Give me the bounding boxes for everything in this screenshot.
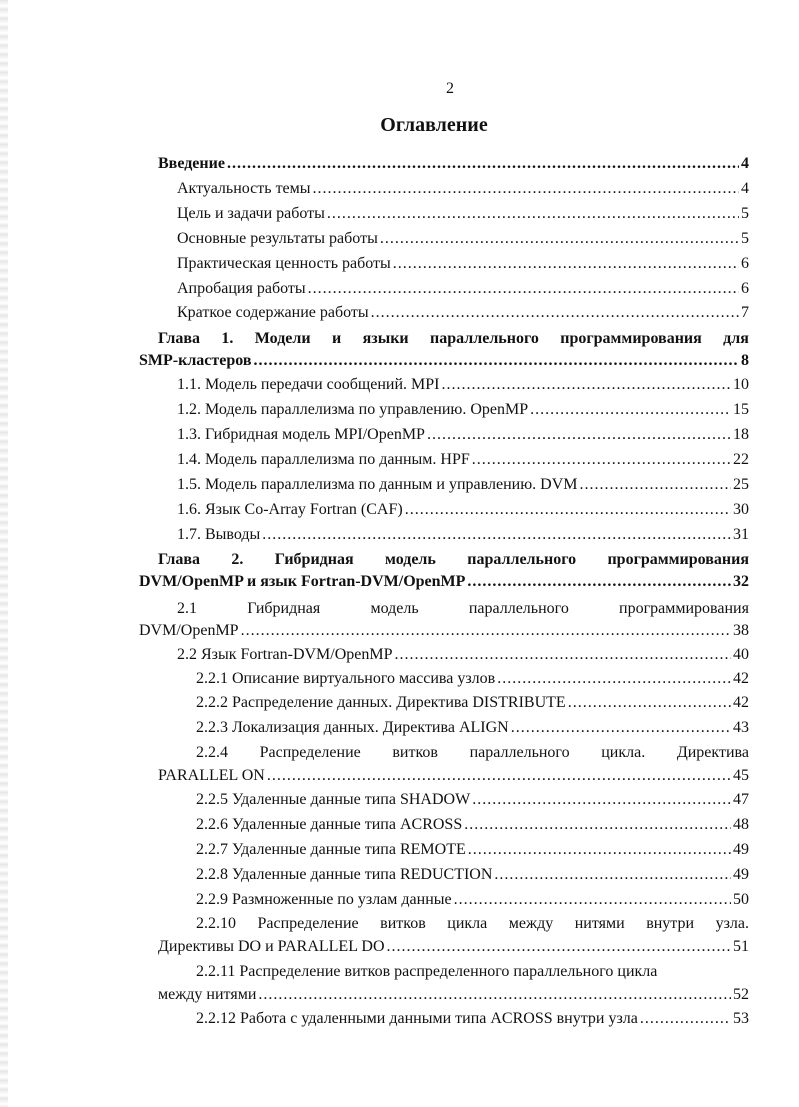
leader-dots [497, 668, 731, 690]
leader-dots [464, 814, 731, 836]
toc-entry-page: 22 [733, 451, 749, 468]
toc-entry-page: 40 [733, 646, 749, 663]
toc-section-2-2-4-line2[interactable] [158, 765, 749, 787]
toc-entry-page: 43 [733, 719, 749, 736]
leader-dots [371, 302, 739, 324]
toc-entry-page: 31 [733, 526, 749, 543]
leader-dots [530, 399, 731, 421]
toc-entry-title: 2.2.5 Удаленные данные типа SHADOW [196, 791, 471, 808]
toc-entry-page: 5 [741, 230, 749, 247]
toc-entry[interactable] [177, 449, 749, 471]
toc-entry[interactable] [177, 278, 749, 300]
leader-dots [568, 692, 731, 714]
toc-entry-title: 1.6. Язык Co-Array Fortran (CAF) [177, 501, 403, 518]
toc-entry[interactable] [177, 203, 749, 225]
toc-entry-title: 2.2.9 Размноженные по узлам данные [196, 891, 452, 908]
toc-entry[interactable] [196, 789, 749, 811]
toc-entry-page: 10 [733, 376, 749, 393]
toc-entry[interactable] [177, 474, 749, 496]
toc-section-2-1-line1[interactable]: 2.1 Гибридная модель параллельного программирования [177, 600, 749, 617]
leader-dots [313, 178, 739, 200]
toc-chapter-1-line1[interactable]: Глава 1. Модели и языки параллельного программирования для [158, 330, 749, 347]
toc-entry[interactable] [196, 839, 749, 861]
toc-entry-title: DVM/OpenMP [139, 622, 239, 639]
toc-entry-page: 52 [733, 986, 749, 1003]
toc-entry[interactable] [177, 424, 749, 446]
leader-dots [327, 203, 739, 225]
toc-section-2-2-10-line1[interactable]: 2.2.10 Распределение витков цикла между нитями внутри узла. [196, 915, 749, 932]
toc-entry[interactable] [196, 692, 749, 714]
toc-entry[interactable] [196, 717, 749, 739]
toc-entry-title: 2.2.1 Описание виртуального массива узлов [196, 670, 496, 687]
toc-entry-page: 18 [733, 426, 749, 443]
toc-entry-title: 1.4. Модель параллелизма по данным. HPF [177, 451, 470, 468]
toc-entry-title: DVM/OpenMP и язык Fortran-DVM/OpenMP [139, 573, 466, 590]
toc-entry-page: 53 [733, 1010, 749, 1027]
toc-entry-page: 45 [733, 767, 749, 784]
toc-chapter-2-line1[interactable]: Глава 2. Гибридная модель параллельного программирования [158, 551, 749, 568]
leader-dots [405, 499, 731, 521]
toc-entry-title: 1.7. Выводы [177, 526, 261, 543]
toc-entry-title: Актуальность темы [177, 180, 311, 197]
toc-section-2-1-line2[interactable] [139, 620, 749, 642]
toc-entry-title: 1.3. Гибридная модель MPI/OpenMP [177, 426, 425, 443]
toc-entry-title: 2.2.2 Распределение данных. Директива DISTRIBUTE [196, 694, 566, 711]
toc-entry-page: 42 [733, 694, 749, 711]
toc-entry[interactable] [177, 302, 749, 324]
toc-entry-page: 4 [741, 180, 749, 197]
toc-entry-page: 6 [741, 280, 749, 297]
leader-dots [441, 374, 731, 396]
toc-entry-title: 1.2. Модель параллелизма по управлению. OpenMP [177, 401, 529, 418]
toc-entry-title: 2.2.3 Локализация данных. Директива ALIGN [196, 719, 509, 736]
toc-entry-page: 49 [733, 866, 749, 883]
toc-entry-title: Практическая ценность работы [177, 255, 391, 272]
toc-entry[interactable] [196, 814, 749, 836]
toc-entry-page: 30 [733, 501, 749, 518]
toc-entry-page: 7 [741, 304, 749, 321]
toc-entry-intro[interactable] [158, 153, 749, 175]
toc-entry-title: между нитями [158, 986, 257, 1003]
toc-entry[interactable] [196, 864, 749, 886]
toc-entry[interactable] [177, 178, 749, 200]
toc-entry-title: Цель и задачи работы [177, 205, 325, 222]
toc-entry-title: 2.2.7 Удаленные данные типа REMOTE [196, 841, 466, 858]
leader-dots [468, 839, 731, 861]
toc-entry-page: 38 [733, 622, 749, 639]
leader-dots [267, 765, 731, 787]
toc-section-2-2-10-line2[interactable] [158, 936, 749, 958]
toc-entry-page: 50 [733, 891, 749, 908]
toc-entry-title: Основные результаты работы [177, 230, 378, 247]
toc-section-2-2-11-line1[interactable] [196, 961, 749, 983]
leader-dots [580, 474, 732, 496]
toc-entry-title: 2.2 Язык Fortran-DVM/OpenMP [177, 646, 393, 663]
toc-entry-title: Директивы DO и PARALLEL DO [158, 938, 385, 955]
toc-entry-page: 15 [733, 401, 749, 418]
toc-entry[interactable] [177, 524, 749, 546]
toc-entry[interactable] [196, 889, 749, 911]
toc-entry-page: 25 [733, 476, 749, 493]
toc-entry-title: 2.2.12 Работа с удаленными данными типа ACROSS внутри узла [196, 1010, 638, 1027]
toc-entry-title: Введение [158, 155, 225, 172]
toc-entry-title: Апробация работы [177, 280, 306, 297]
leader-dots [254, 350, 740, 372]
page-title: Оглавление [380, 114, 488, 136]
toc-chapter-1-line2[interactable] [139, 350, 749, 372]
leader-dots [308, 278, 739, 300]
toc-entry-page: 8 [741, 352, 749, 369]
toc-section-2-2-4-line1[interactable]: 2.2.4 Распределение витков параллельного цикла. Директива [196, 744, 749, 761]
leader-dots [472, 449, 731, 471]
toc-entry[interactable] [177, 399, 749, 421]
toc-entry[interactable] [177, 644, 749, 666]
toc-entry-page: 51 [733, 938, 749, 955]
toc-entry[interactable] [177, 499, 749, 521]
toc-entry-page: 4 [741, 155, 749, 172]
leader-dots [472, 789, 731, 811]
toc-entry-page: 42 [733, 670, 749, 687]
leader-dots [640, 1008, 731, 1030]
toc-entry-title: PARALLEL ON [158, 767, 265, 784]
leader-dots [380, 228, 739, 250]
page-number: 2 [446, 80, 454, 97]
leader-dots [241, 620, 731, 642]
toc-entry-page: 32 [733, 573, 749, 590]
leader-dots [393, 253, 739, 275]
leader-dots [387, 936, 732, 958]
toc-entry[interactable] [177, 228, 749, 250]
toc-chapter-2-line2[interactable] [139, 571, 749, 593]
toc-entry[interactable] [196, 1008, 749, 1030]
toc-entry-title: Краткое содержание работы [177, 304, 369, 321]
leader-dots [511, 717, 731, 739]
leader-dots [258, 984, 731, 1006]
toc-entry-title: 2.2.8 Удаленные данные типа REDUCTION [196, 866, 493, 883]
leader-dots [494, 864, 731, 886]
leader-dots [467, 571, 731, 593]
leader-dots [395, 644, 731, 666]
toc-entry-title: 1.1. Модель передачи сообщений. MPI [177, 376, 440, 393]
toc-entry-page: 6 [741, 255, 749, 272]
toc-entry-page: 5 [741, 205, 749, 222]
leader-dots [427, 424, 731, 446]
toc-entry-page: 48 [733, 816, 749, 833]
toc-entry-page: 49 [733, 841, 749, 858]
toc-entry-title: 2.2.11 Распределение витков распределенного параллельного цикла [196, 963, 658, 980]
leader-dots [262, 524, 731, 546]
toc-section-2-2-11-line2[interactable] [158, 984, 749, 1006]
toc-entry-title: SMP-кластеров [139, 352, 252, 369]
toc-entry[interactable] [196, 668, 749, 690]
leader-dots [454, 889, 731, 911]
toc-entry[interactable] [177, 253, 749, 275]
toc-entry-title: 1.5. Модель параллелизма по данным и управлению. DVM [177, 476, 578, 493]
leader-dots [227, 153, 739, 175]
toc-entry-title: 2.2.6 Удаленные данные типа ACROSS [196, 816, 463, 833]
toc-entry[interactable] [177, 374, 749, 396]
toc-entry-page: 47 [733, 791, 749, 808]
